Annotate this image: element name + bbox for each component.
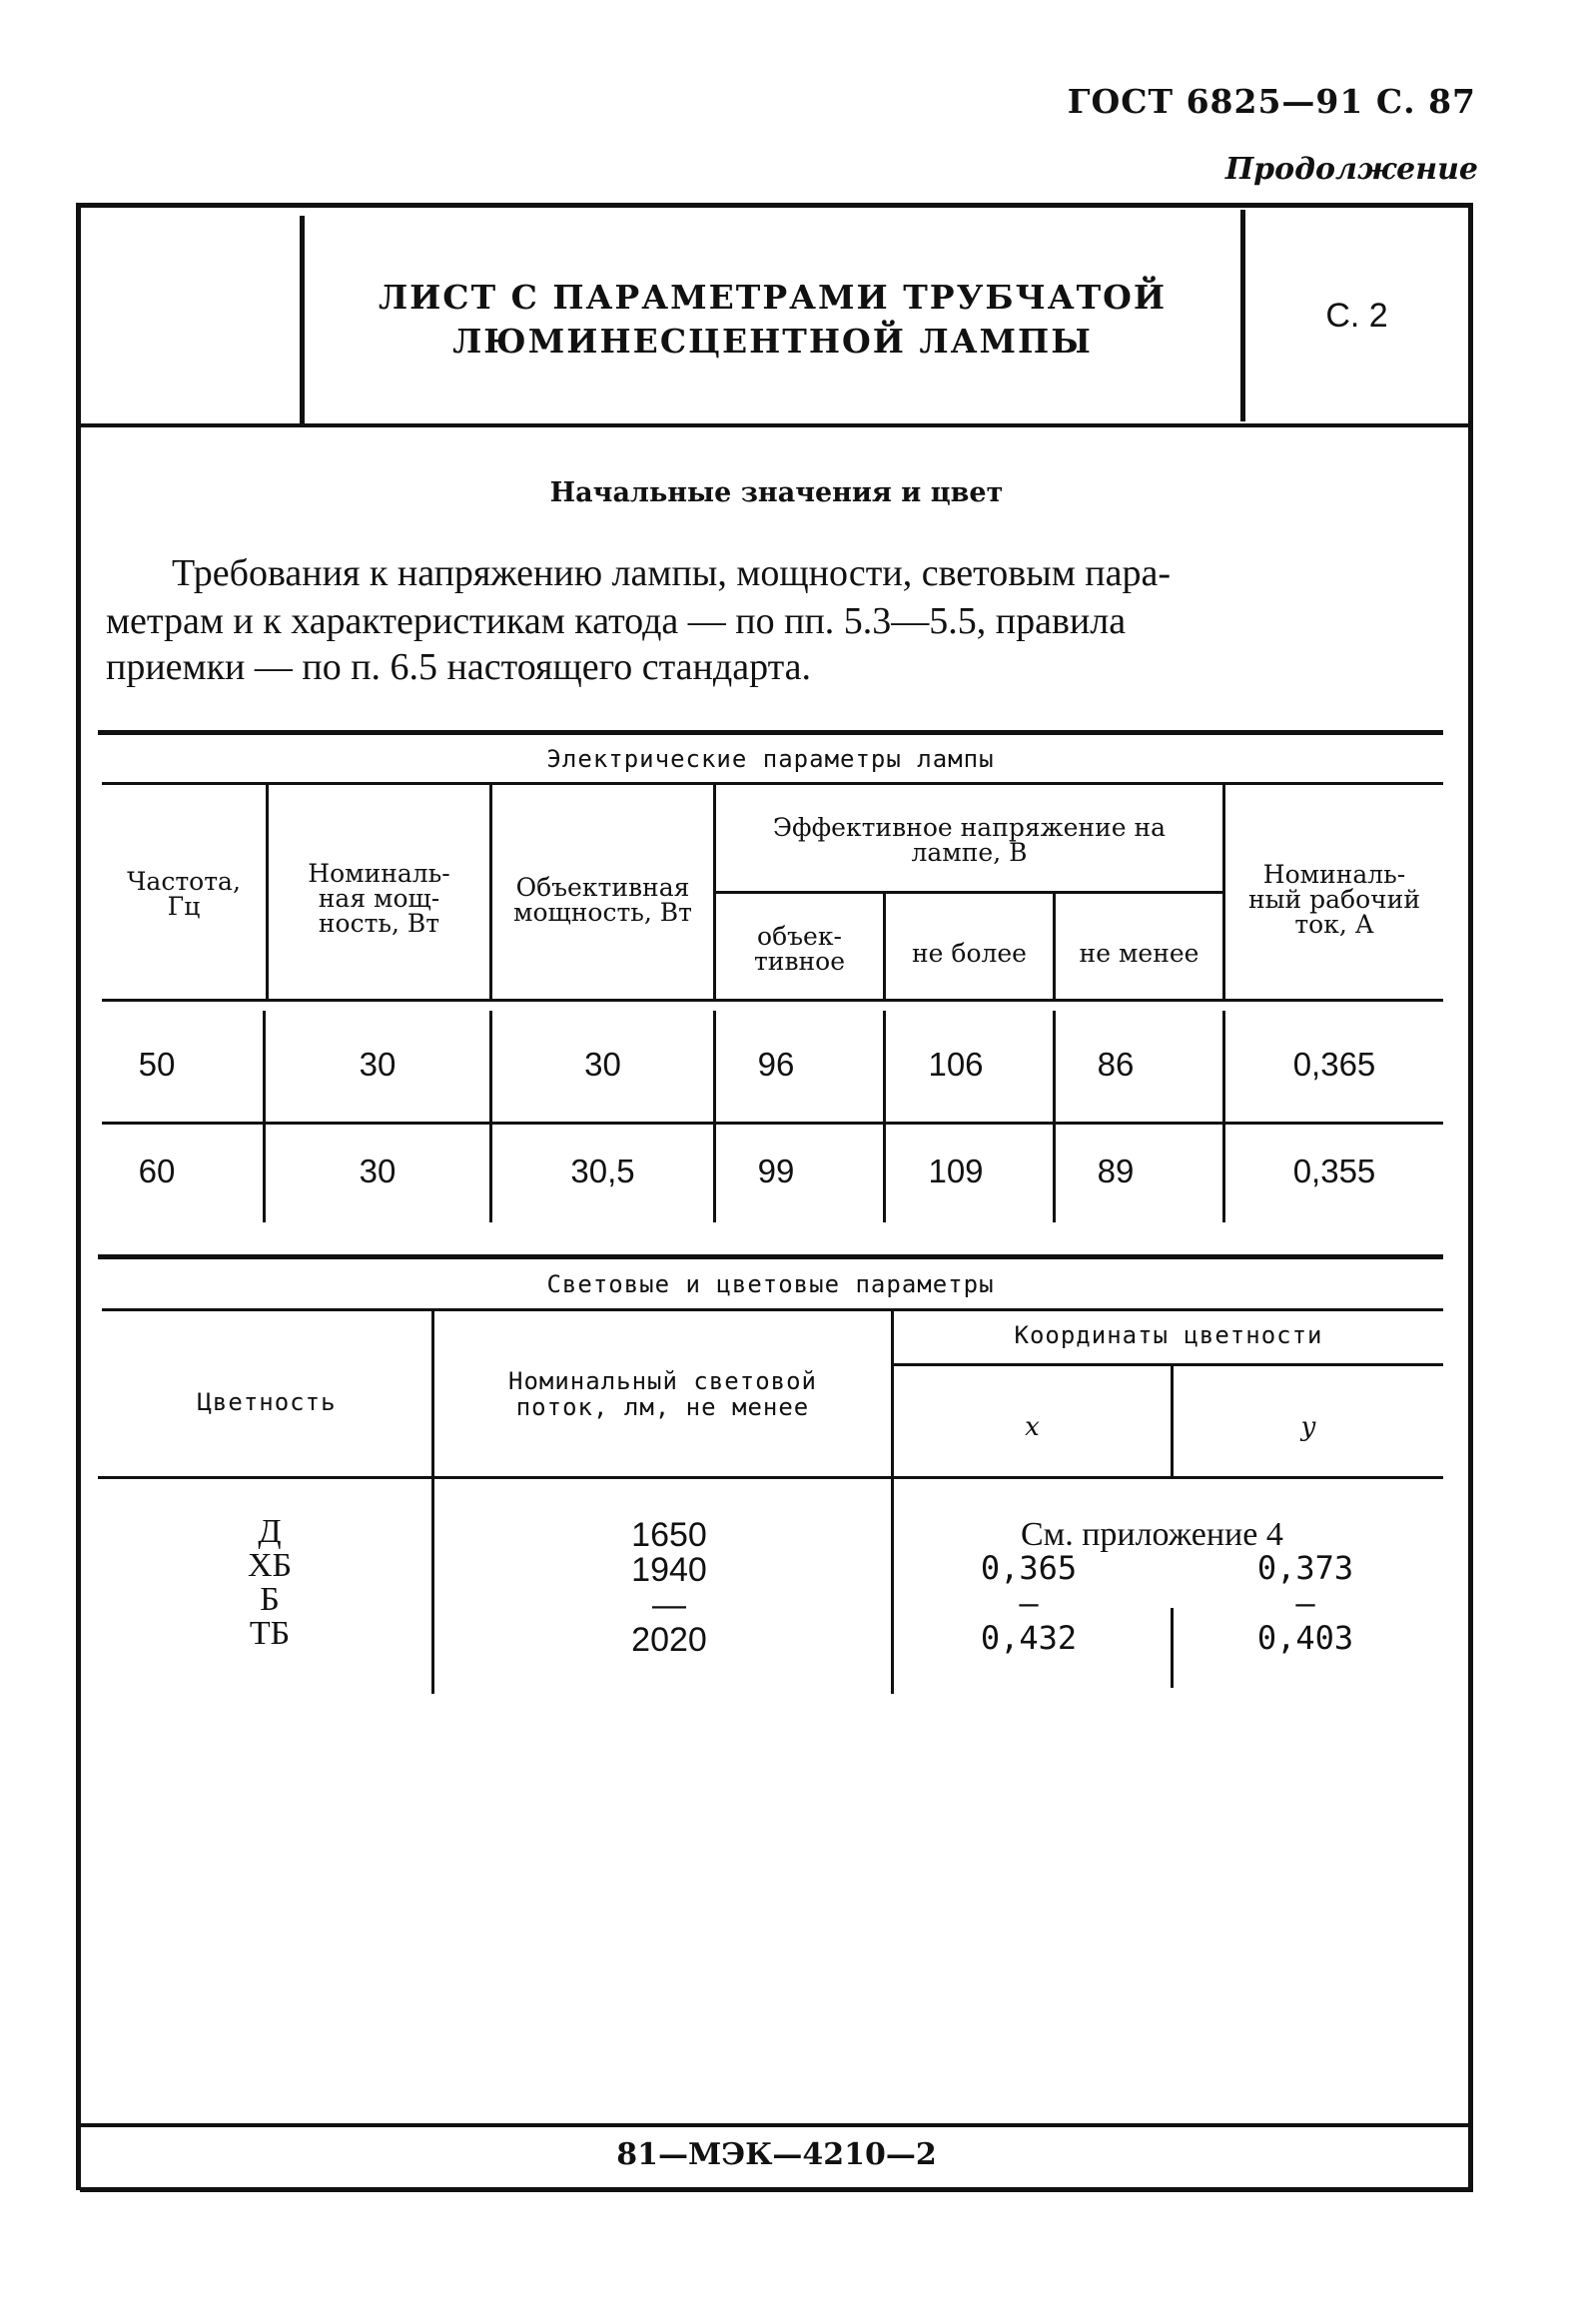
light-header-bottom (98, 1476, 1443, 1479)
flux-list (579, 1518, 759, 1658)
sub-x-header: x (1025, 1412, 1040, 1442)
sheet-page-label: С. 2 (1325, 297, 1388, 335)
table-cell: 106 (928, 1046, 984, 1083)
appendix-note: См. приложение 4 (1021, 1516, 1283, 1553)
list-item: 0,432 (980, 1619, 1078, 1657)
elec-voltage-subline (715, 891, 1222, 894)
list-item: — (1019, 1584, 1039, 1622)
list-item: — (1295, 1584, 1315, 1622)
title-divider-left (300, 216, 305, 423)
frame-top (80, 203, 1473, 208)
col-frequency-header: Частота, Гц (127, 867, 241, 921)
table-cell: 99 (757, 1153, 795, 1189)
light-col-div-2 (891, 1311, 894, 1694)
elec-body-div-5 (1053, 1011, 1056, 1222)
col-effective-voltage-header: Эффективное напряжение на лампе, В (772, 813, 1167, 867)
elec-body-div-3 (713, 1011, 716, 1222)
col-flux-header: Номинальный световой поток, лм, не менее (508, 1367, 817, 1421)
list-item: 2020 (631, 1621, 707, 1659)
table-cell: 30 (584, 1046, 621, 1083)
list-item: — (652, 1586, 686, 1624)
table-cell: 89 (1097, 1153, 1135, 1189)
elec-body-div-1 (263, 1011, 266, 1222)
sub-y-header: y (1300, 1412, 1316, 1442)
y-values (1230, 1551, 1380, 1656)
sheet-title-line2: ЛЮМИНЕСЦЕНТНОЙ ЛАМПЫ (452, 322, 1093, 361)
color-list (200, 1515, 340, 1651)
list-item: 0,373 (1256, 1549, 1354, 1587)
table-cell: 60 (138, 1153, 176, 1189)
col-objective-power-header: Объективная мощность, Вт (513, 873, 692, 927)
continuation-label: Продолжение (1224, 152, 1478, 187)
footer-bottom-line (80, 2187, 1473, 2192)
footer-top-line (80, 2123, 1473, 2127)
section-heading: Начальные значения и цвет (549, 477, 1004, 508)
elec-body-div-2 (489, 1011, 492, 1222)
title-bottom-line (80, 423, 1473, 427)
light-body-sub-div (1171, 1608, 1174, 1688)
table-cell: 50 (138, 1046, 176, 1083)
elec-caption-line (102, 782, 1443, 785)
light-table-caption: Световые и цветовые параметры (546, 1270, 995, 1298)
table-cell: 0,355 (1292, 1153, 1376, 1189)
light-coords-subline (894, 1363, 1443, 1366)
gost-reference: ГОСТ 6825—91 С. 87 (1067, 82, 1476, 121)
col-color-header: Цветность (197, 1388, 337, 1416)
table-cell: 30 (359, 1046, 397, 1083)
list-item: Д (258, 1513, 282, 1550)
sheet-title-line1: ЛИСТ С ПАРАМЕТРАМИ ТРУБЧАТОЙ (378, 278, 1168, 317)
list-item: ХБ (247, 1547, 293, 1584)
list-item: 0,403 (1256, 1619, 1354, 1657)
col-coords-header: Координаты цветности (1014, 1321, 1323, 1349)
x-values (954, 1551, 1104, 1656)
elec-header-bottom (102, 999, 1443, 1002)
elec-body-div-4 (883, 1011, 886, 1222)
col-rated-current-header: Номиналь- ный рабочий ток, А (1247, 860, 1421, 939)
intro-line-2: метрам и к характеристикам катода — по пп. 5.3—5.5, правила (106, 600, 1127, 642)
table-cell: 30 (359, 1153, 397, 1189)
table-cell: 30,5 (570, 1153, 635, 1189)
table-cell: 86 (1097, 1046, 1135, 1083)
table-cell: 109 (928, 1153, 984, 1189)
elec-table-top (98, 730, 1443, 735)
list-item: 1650 (631, 1516, 707, 1554)
light-caption-line (102, 1308, 1443, 1311)
intro-line-3: приемки — по п. 6.5 настоящего стандарта. (106, 646, 812, 688)
elec-table-caption: Электрические параметры лампы (546, 745, 995, 773)
footer-code: 81—МЭК—4210—2 (616, 2137, 937, 2172)
sub-max-header: не более (912, 939, 1027, 968)
sub-min-header: не менее (1079, 939, 1199, 968)
sub-objective-header: объек- тивное (753, 922, 846, 976)
list-item: 0,365 (980, 1549, 1078, 1587)
col-rated-power-header: Номиналь- ная мощ- ность, Вт (308, 859, 450, 938)
table-cell: 0,365 (1292, 1046, 1376, 1083)
table-cell: 96 (757, 1046, 795, 1083)
elec-row-separator (102, 1122, 1443, 1125)
light-table-top (98, 1254, 1443, 1259)
elec-body-div-6 (1222, 1011, 1225, 1222)
list-item: Б (260, 1581, 280, 1618)
intro-line-1: Требования к напряжению лампы, мощности, световым пара- (172, 552, 1172, 594)
list-item: ТБ (249, 1615, 291, 1652)
list-item: 1940 (631, 1551, 707, 1589)
